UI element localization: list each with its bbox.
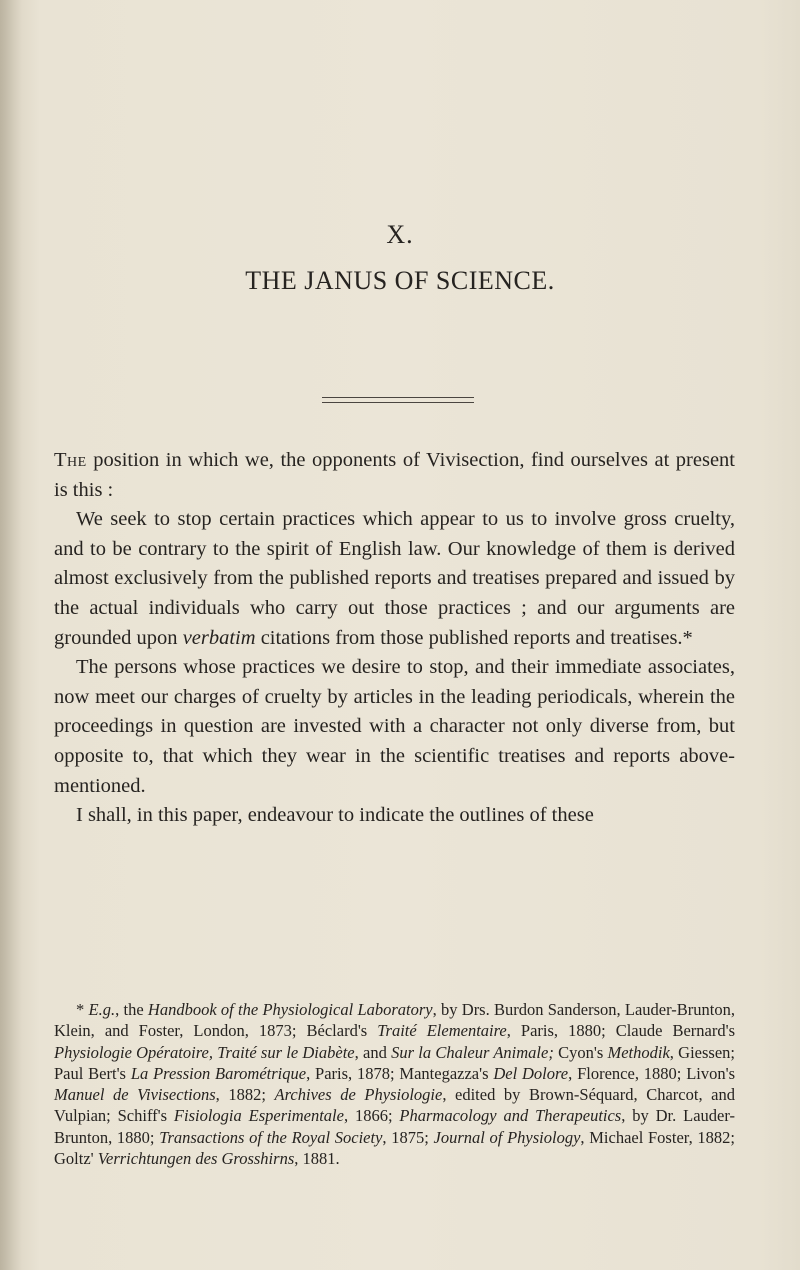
paragraph-3-text: The persons whose practices we desire to stop, and their immediate associates, now meet our charges of cruelty by articles in the leading periodicals, wherein the proceedings in question are invested with a character not only diverse from, but opposite to, that which they wear in the scientific treatises and reports above-mentioned. — [54, 656, 735, 797]
footnote-text: Cyon's — [553, 1042, 608, 1062]
binding-shadow — [0, 0, 22, 1270]
footnote-italic: La Pression Barométrique — [130, 1063, 307, 1083]
paragraph-1-text: position in which we, the opponents of Vivisection, find ourselves at present is this : — [54, 449, 735, 501]
title-double-rule — [322, 397, 474, 403]
footnote-italic: Verrichtungen des Grosshirns — [97, 1149, 295, 1169]
footnote-italic: Handbook of the Physiological Laboratory — [147, 1000, 433, 1019]
footnote-text: , Paris, 1880; Claude Bernard's — [506, 1021, 736, 1041]
paragraph-2-tail: citations from those published reports and treatises.* — [255, 626, 693, 649]
footnote-marker: * — [76, 1000, 89, 1019]
footnote-text: , the — [115, 1000, 148, 1019]
footnote-italic: Journal of Physiology — [433, 1127, 581, 1147]
footnote-italic: Pharmacology and Therapeutics — [399, 1106, 622, 1126]
footnote-text: , and — [354, 1042, 392, 1062]
footnote-italic: Del Dolore — [493, 1063, 569, 1083]
footnote-text: , Florence, 1880; Livon's — [568, 1063, 736, 1083]
paragraph-1 — [54, 446, 735, 505]
footnote-italic: Archives de Physiologie — [274, 1085, 443, 1105]
footnote-italic: Transactions of the Royal Society — [159, 1127, 383, 1147]
footnote-text: , Michael Foster, 1882; Goltz' — [54, 1127, 736, 1169]
chapter-number: X. — [386, 220, 414, 249]
footnote-italic: Methodik — [607, 1042, 670, 1062]
footnote-text: , 1881. — [294, 1149, 340, 1169]
footnote-italic: E.g. — [88, 1000, 116, 1019]
paragraph-lead-word: The — [54, 449, 87, 471]
footnote-text: , 1866; — [343, 1106, 400, 1126]
footnote-italic: Fisiologia Esperimentale — [173, 1106, 344, 1126]
footnote-italic: Manuel de Vivisections — [54, 1085, 216, 1105]
footnote-italic: Traité Elementaire — [377, 1021, 507, 1041]
paragraph-2-text: We seek to stop certain practices which appear to us to involve gross cruelty, and to be contrary to the spirit of English law. Our knowledge of them is derived almost exclusively from the published reports and treatises prepared and issued by the actual individuals who carry out those practices ; and our arguments are grounded upon — [54, 508, 735, 649]
footnote-text: , 1882; — [215, 1085, 275, 1105]
footnote-text: , edited by Brown-Séquard, Charcot, and Vulpian; Schiff's — [54, 1085, 735, 1126]
footnote-italic: Sur la Chaleur Animale; — [391, 1042, 554, 1062]
footnote-text: , Paris, 1878; Mantegazza's — [306, 1063, 494, 1083]
footnote-text: , 1875; — [382, 1127, 434, 1147]
paragraph-2 — [54, 505, 735, 653]
footnote-italic: Physiologie Opératoire, Traité sur le Diabète — [54, 1042, 355, 1062]
paragraph-4-text: I shall, in this paper, endeavour to indicate the outlines of these — [76, 804, 594, 827]
paragraph-4 — [54, 801, 735, 831]
footnote-text: , by Dr. Lauder-Brunton, 1880; — [54, 1106, 735, 1147]
footnote — [54, 999, 735, 1169]
footnote-text: , by Drs. Burdon Sanderson, Lauder-Brunton, Klein, and Foster, London, 1873; Béclard's — [54, 1000, 735, 1041]
body-text — [54, 446, 735, 831]
chapter-title: THE JANUS OF SCIENCE. — [245, 266, 555, 295]
footnote-text: , Giessen; Paul Bert's — [54, 1042, 735, 1083]
italic-term: verbatim — [182, 626, 256, 649]
paragraph-3 — [54, 653, 735, 801]
